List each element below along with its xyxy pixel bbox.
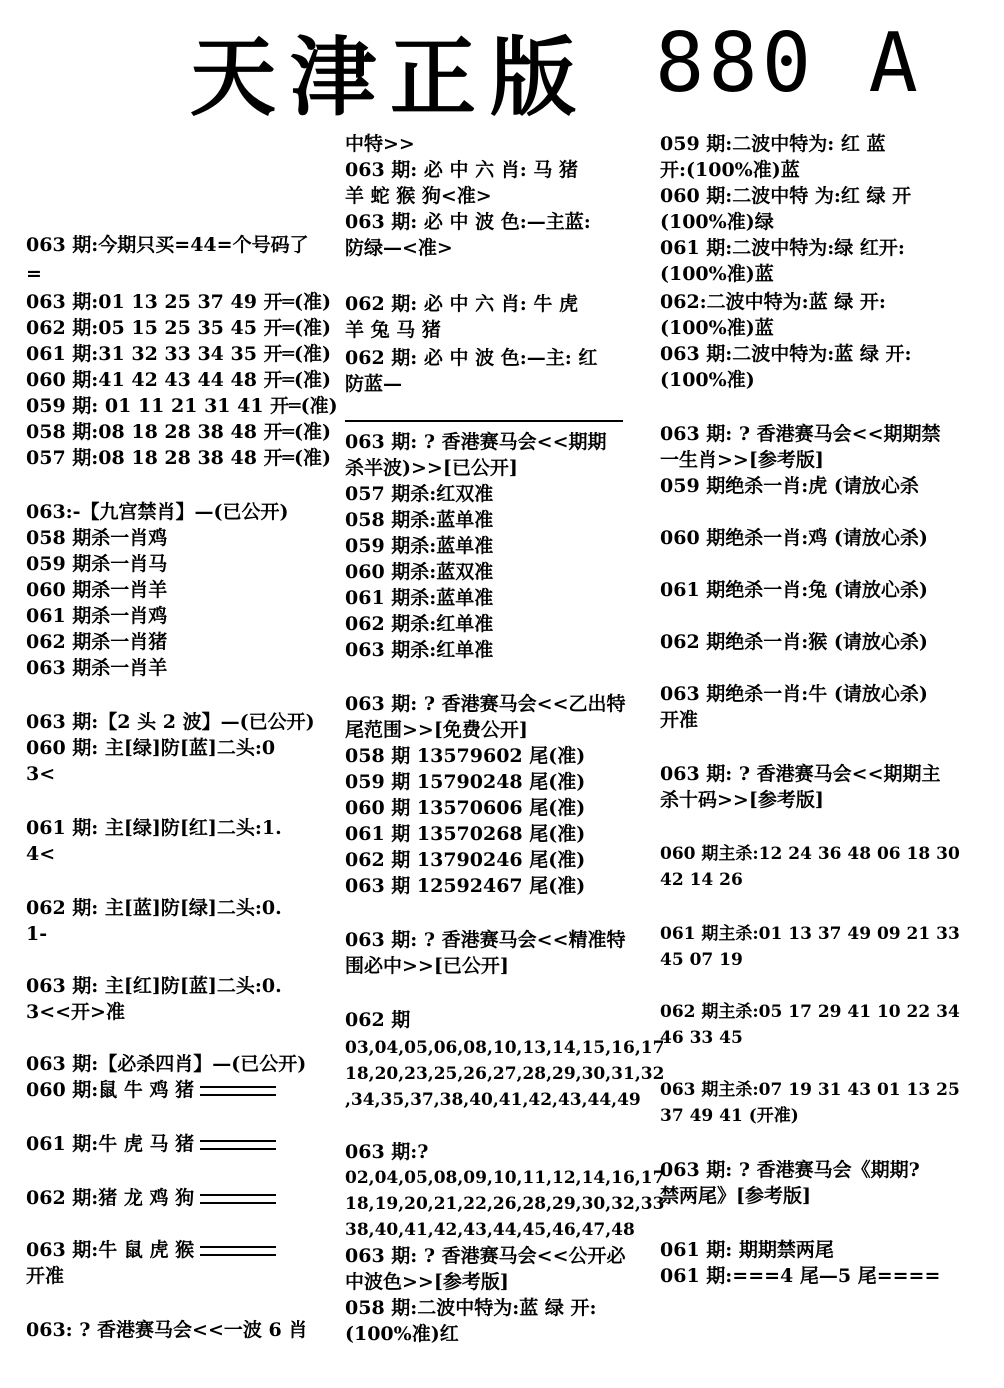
text-line: 063 期杀一肖羊 xyxy=(26,657,168,679)
text-line: 059 期绝杀一肖:虎 (请放心杀 xyxy=(660,475,919,497)
text-line: 38,40,41,42,43,44,45,46,47,48 xyxy=(345,1220,635,1240)
text-line: 063 期主杀:07 19 31 43 01 13 25 xyxy=(660,1080,960,1100)
text-line: 061 期:二波中特为:绿 红开: xyxy=(660,237,905,259)
text-line: 062 期 xyxy=(345,1009,411,1031)
text-line: 尾范围>>[免费公开] xyxy=(345,719,528,741)
text-line: 063 期: ? 香港赛马会<<精准特 xyxy=(345,929,626,951)
text-line: (100%准)蓝 xyxy=(660,317,774,339)
text-line: 058 期:二波中特为:蓝 绿 开: xyxy=(345,1297,597,1319)
text-line: 060 期:鼠 牛 鸡 猪 xyxy=(26,1079,195,1101)
text-line: 063 期: ? 香港赛马会<<乙出特 xyxy=(345,693,626,715)
text-line: 058 期杀一肖鸡 xyxy=(26,527,168,549)
text-line: 061 期绝杀一肖:兔 (请放心杀) xyxy=(660,579,928,601)
double-rule xyxy=(200,1246,276,1256)
text-line: 058 期杀:蓝单准 xyxy=(345,509,494,531)
text-line: 063 期: ? 香港赛马会<<期期禁 xyxy=(660,423,941,445)
kill-four-line xyxy=(26,1132,276,1156)
text-line: 062 期杀:红单准 xyxy=(345,613,494,635)
text-line: 羊 兔 马 猪 xyxy=(345,319,441,341)
text-line: 063 期: ? 香港赛马会<<期期 xyxy=(345,431,607,453)
text-line: 060 期:二波中特 为:红 绿 开 xyxy=(660,185,912,207)
text-line: 开准 xyxy=(660,709,699,731)
text-line: 063 期:二波中特为:蓝 绿 开: xyxy=(660,343,912,365)
text-line: 3< xyxy=(26,763,56,785)
text-line: (100%准)红 xyxy=(345,1323,459,1345)
text-line: 057 期:08 18 28 38 48 开═(准) xyxy=(26,447,331,469)
text-line: 060 期 13570606 尾(准) xyxy=(345,797,586,819)
text-line: 062 期主杀:05 17 29 41 10 22 34 xyxy=(660,1002,960,1022)
text-line: 4< xyxy=(26,843,56,865)
double-rule xyxy=(200,1140,276,1150)
double-rule xyxy=(200,1086,276,1096)
text-line: 37 49 41 (开准) xyxy=(660,1106,799,1126)
text-line: 062 期杀一肖猪 xyxy=(26,631,168,653)
text-line: 061 期:31 32 33 34 35 开═(准) xyxy=(26,343,331,365)
text-line: 059 期: 01 11 21 31 41 开═(准) xyxy=(26,395,338,417)
text-line: 063 期: 必 中 波 色:—主蓝: xyxy=(345,211,591,233)
text-line: 063 期杀:红单准 xyxy=(345,639,494,661)
text-line: (100%准)绿 xyxy=(660,211,774,233)
text-line: 062 期: 必 中 六 肖: 牛 虎 xyxy=(345,293,578,315)
text-line: 禁两尾》[参考版] xyxy=(660,1185,811,1207)
text-line: 061 期:===4 尾—5 尾==== xyxy=(660,1265,941,1287)
kill-four-line xyxy=(26,1186,276,1210)
text-line: 02,04,05,08,09,10,11,12,14,16,17 xyxy=(345,1168,665,1188)
page-title xyxy=(190,8,950,128)
text-line: 059 期:二波中特为: 红 蓝 xyxy=(660,133,886,155)
title-code: 880 A xyxy=(655,16,922,111)
double-rule xyxy=(200,1194,276,1204)
text-line: 058 期:08 18 28 38 48 开═(准) xyxy=(26,421,331,443)
text-line: 062 期:05 15 25 35 45 开═(准) xyxy=(26,317,331,339)
kill-four-line xyxy=(26,1078,276,1102)
text-line: 063 期: ? 香港赛马会<<公开必 xyxy=(345,1245,626,1267)
text-line: (100%准) xyxy=(660,369,755,391)
text-line: 063: ? 香港赛马会<<一波 6 肖 xyxy=(26,1319,308,1341)
text-line: 063 期:【必杀四肖】—(已公开) xyxy=(26,1053,307,1075)
text-line: 060 期主杀:12 24 36 48 06 18 30 xyxy=(660,844,960,864)
text-line: 防蓝— xyxy=(345,373,403,395)
text-line: 063 期: ? 香港赛马会<<期期主 xyxy=(660,763,941,785)
text-line: 060 期绝杀一肖:鸡 (请放心杀) xyxy=(660,527,928,549)
text-line: 062 期绝杀一肖:猴 (请放心杀) xyxy=(660,631,928,653)
text-line: 18,20,23,25,26,27,28,29,30,31,32 xyxy=(345,1064,665,1084)
text-line: 062 期 13790246 尾(准) xyxy=(345,849,586,871)
text-line: 060 期杀一肖羊 xyxy=(26,579,168,601)
text-line: 开准 xyxy=(26,1265,65,1287)
text-line: 3<<开>准 xyxy=(26,1001,125,1023)
kill-four-line xyxy=(26,1238,276,1262)
text-line: 061 期 13570268 尾(准) xyxy=(345,823,586,845)
text-line: 063 期绝杀一肖:牛 (请放心杀) xyxy=(660,683,928,705)
text-line: 062 期: 主[蓝]防[绿]二头:0. xyxy=(26,897,282,919)
text-line: 063 期: 必 中 六 肖: 马 猪 xyxy=(345,159,578,181)
text-line: 059 期杀一肖马 xyxy=(26,553,168,575)
text-line: 061 期杀一肖鸡 xyxy=(26,605,168,627)
text-line: 057 期杀:红双准 xyxy=(345,483,494,505)
text-line: 防绿—<准> xyxy=(345,237,453,259)
text-line: 059 期 15790248 尾(准) xyxy=(345,771,586,793)
text-line: 062 期:猪 龙 鸡 狗 xyxy=(26,1187,195,1209)
text-line: = xyxy=(26,263,42,285)
text-line: 一生肖>>[参考版] xyxy=(660,449,824,471)
text-line: 063 期:牛 鼠 虎 猴 xyxy=(26,1239,195,1261)
text-line: 1- xyxy=(26,923,48,945)
text-line: ,34,35,37,38,40,41,42,43,44,49 xyxy=(345,1090,641,1110)
text-line: 杀十码>>[参考版] xyxy=(660,789,824,811)
title-chinese: 天津正版 xyxy=(190,28,590,128)
text-line: 060 期: 主[绿]防[蓝]二头:0 xyxy=(26,737,276,759)
text-line: 063 期 12592467 尾(准) xyxy=(345,875,586,897)
text-line: 46 33 45 xyxy=(660,1028,743,1048)
text-line: 围必中>>[已公开] xyxy=(345,955,509,977)
text-line: 061 期杀:蓝单准 xyxy=(345,587,494,609)
text-line: 中波色>>[参考版] xyxy=(345,1271,509,1293)
text-line: 中特>> xyxy=(345,133,415,155)
text-line: 45 07 19 xyxy=(660,950,743,970)
text-line: 063 期:【2 头 2 波】—(已公开) xyxy=(26,711,315,733)
text-line: 42 14 26 xyxy=(660,870,743,890)
text-line: 03,04,05,06,08,10,13,14,15,16,17 xyxy=(345,1038,665,1058)
text-line: 杀半波)>>[已公开] xyxy=(345,457,518,479)
text-line: 061 期: 期期禁两尾 xyxy=(660,1239,834,1261)
text-line: 063:-【九宫禁肖】—(已公开) xyxy=(26,501,289,523)
text-line: 羊 蛇 猴 狗<准> xyxy=(345,185,492,207)
text-line: 开:(100%准)蓝 xyxy=(660,159,800,181)
text-line: 063 期:今期只买=44=个号码了 xyxy=(26,234,309,256)
text-line: 059 期杀:蓝单准 xyxy=(345,535,494,557)
text-line: 060 期杀:蓝双准 xyxy=(345,561,494,583)
text-line: 18,19,20,21,22,26,28,29,30,32,33 xyxy=(345,1194,665,1214)
section-divider xyxy=(345,420,623,422)
text-line: 063 期: 主[红]防[蓝]二头:0. xyxy=(26,975,282,997)
text-line: 061 期: 主[绿]防[红]二头:1. xyxy=(26,817,282,839)
text-line: 063 期:01 13 25 37 49 开═(准) xyxy=(26,291,331,313)
text-line: 063 期:? xyxy=(345,1141,429,1163)
text-line: 061 期主杀:01 13 37 49 09 21 33 xyxy=(660,924,960,944)
text-line: 062:二波中特为:蓝 绿 开: xyxy=(660,291,886,313)
text-line: 058 期 13579602 尾(准) xyxy=(345,745,586,767)
text-line: 061 期:牛 虎 马 猪 xyxy=(26,1133,195,1155)
text-line: 060 期:41 42 43 44 48 开═(准) xyxy=(26,369,331,391)
text-line: 063 期: ? 香港赛马会《期期? xyxy=(660,1159,920,1181)
text-line: 062 期: 必 中 波 色:—主: 红 xyxy=(345,347,598,369)
text-line: (100%准)蓝 xyxy=(660,263,774,285)
